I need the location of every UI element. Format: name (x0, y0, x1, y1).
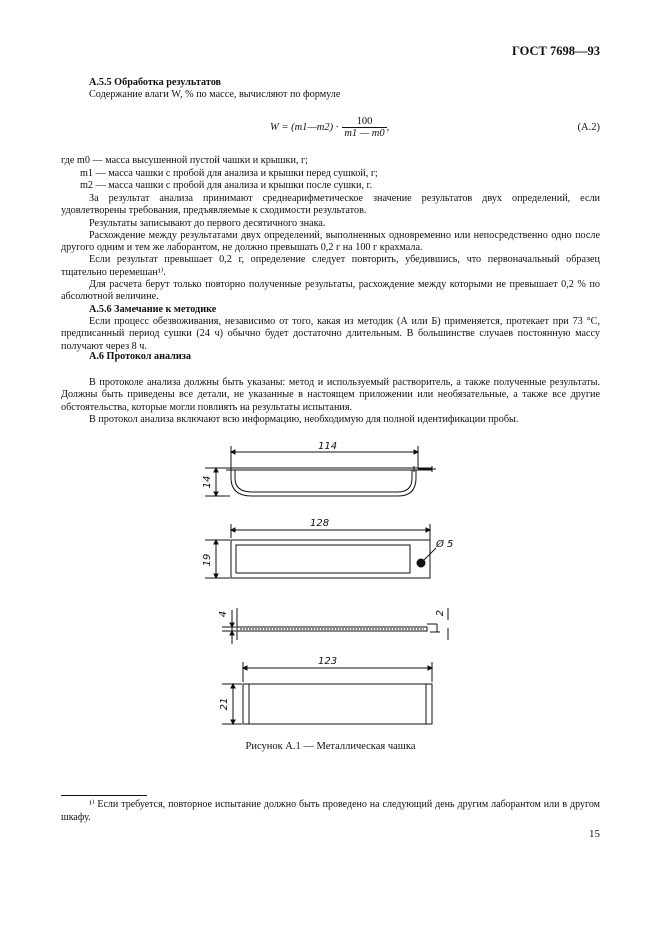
formula-tail: , (386, 121, 390, 133)
footnote-divider (61, 795, 147, 796)
section-a56-title: А.5.6 Замечание к методике (89, 303, 217, 315)
results-paragraphs (61, 193, 600, 353)
section-a6-p1: В протоколе анализа должны быть указаны: метод и используемый растворитель, а также полученные результаты. Должны быть приведены все детали, не указанные в настоящем приложении или необязательные, а также все другие обстоятельства, которые могли повлиять на результаты испытания. (61, 377, 600, 413)
dim-21: 21 (219, 697, 230, 711)
dim-128: 128 (310, 518, 330, 529)
dim-19: 19 (202, 553, 213, 567)
formula-a2 (270, 116, 389, 139)
footnote-text: ¹⁾ Если требуется, повторное испытание должно быть проведено на следующий день другим лаборантом или в другом шкафу. (61, 799, 600, 823)
section-a55-intro: Содержание влаги W, % по массе, вычисляют по формуле (89, 89, 341, 101)
footnote (61, 798, 600, 824)
dim-2: 2 (435, 609, 446, 617)
section-a55 (61, 77, 600, 102)
paragraph-discrepancy: Расхождение между результатами двух определений, выполненных одновременно или непосредственно одно после другого одним и тем же лаборантом, не должно превышать 0,2 г на 100 г крахмала. (61, 229, 600, 254)
dim-d5: Ø 5 (436, 539, 454, 550)
paragraph-decimal: Результаты записывают до первого десятичного знака. (89, 217, 326, 229)
standard-header: ГОСТ 7698—93 (511, 44, 600, 58)
section-a6-p2: В протокол анализа включают всю информацию, необходимую для полной идентификации пробы. (89, 413, 519, 425)
section-a6-body (61, 377, 600, 426)
variable-m2: m2 — масса чашки с пробой для анализа и крышки после сушки, г. (80, 180, 373, 191)
dim-4: 4 (218, 610, 229, 618)
figure-caption: Рисунок А.1 — Металлическая чашка (245, 741, 416, 752)
dim-114: 114 (318, 441, 338, 452)
variable-m1: m1 — масса чашки с пробой для анализа и крышки перед сушкой, г; (80, 167, 378, 179)
section-a56-text: Если процесс обезвоживания, независимо от того, какая из методик (А или Б) применяется, протекает при 73 °С, предписанный период сушки (24 ч) обычно будет достаточно длительным. В большинстве случаев постоянную массу получают через 8 ч. (61, 315, 600, 352)
formula-fraction (342, 116, 386, 139)
paragraph-repeat: Если результат превышает 0,2 г, определение следует повторить, убедившись, что первоначальный образец тщательно перемешан¹⁾. (61, 254, 600, 278)
formula-lhs: W = (m1—m2) · (270, 121, 339, 133)
variables-list (61, 155, 378, 193)
dish-side-view (202, 441, 436, 496)
lid-side-view (218, 608, 448, 644)
formula-denominator: m1 — m0 (344, 128, 385, 139)
section-a6-title: А.6 Протокол анализа (89, 351, 191, 362)
dish-top-view (202, 518, 453, 578)
section-a6 (61, 351, 600, 363)
dim-123: 123 (318, 656, 338, 667)
lid-top-view (219, 656, 432, 724)
formula-number: (А.2) (577, 122, 600, 133)
paragraph-average: За результат анализа принимают среднеарифметическое значение результатов двух определений, если удовлетворены требования, предъявляемые к сходимости результатов. (61, 193, 600, 217)
dim-14: 14 (202, 475, 213, 489)
section-a55-title: А.5.5 Обработка результатов (89, 77, 222, 88)
paragraph-calculation: Для расчета берут только повторно полученные результаты, расхождение между которыми не превышает 0,2 % по абсолютной величине. (61, 279, 600, 303)
formula-numerator: 100 (342, 116, 386, 128)
figure-metal-dish (0, 430, 661, 735)
page-number: 15 (589, 828, 600, 840)
variable-m0: где m0 — масса высушенной пустой чашки и крышки, г; (61, 155, 309, 166)
